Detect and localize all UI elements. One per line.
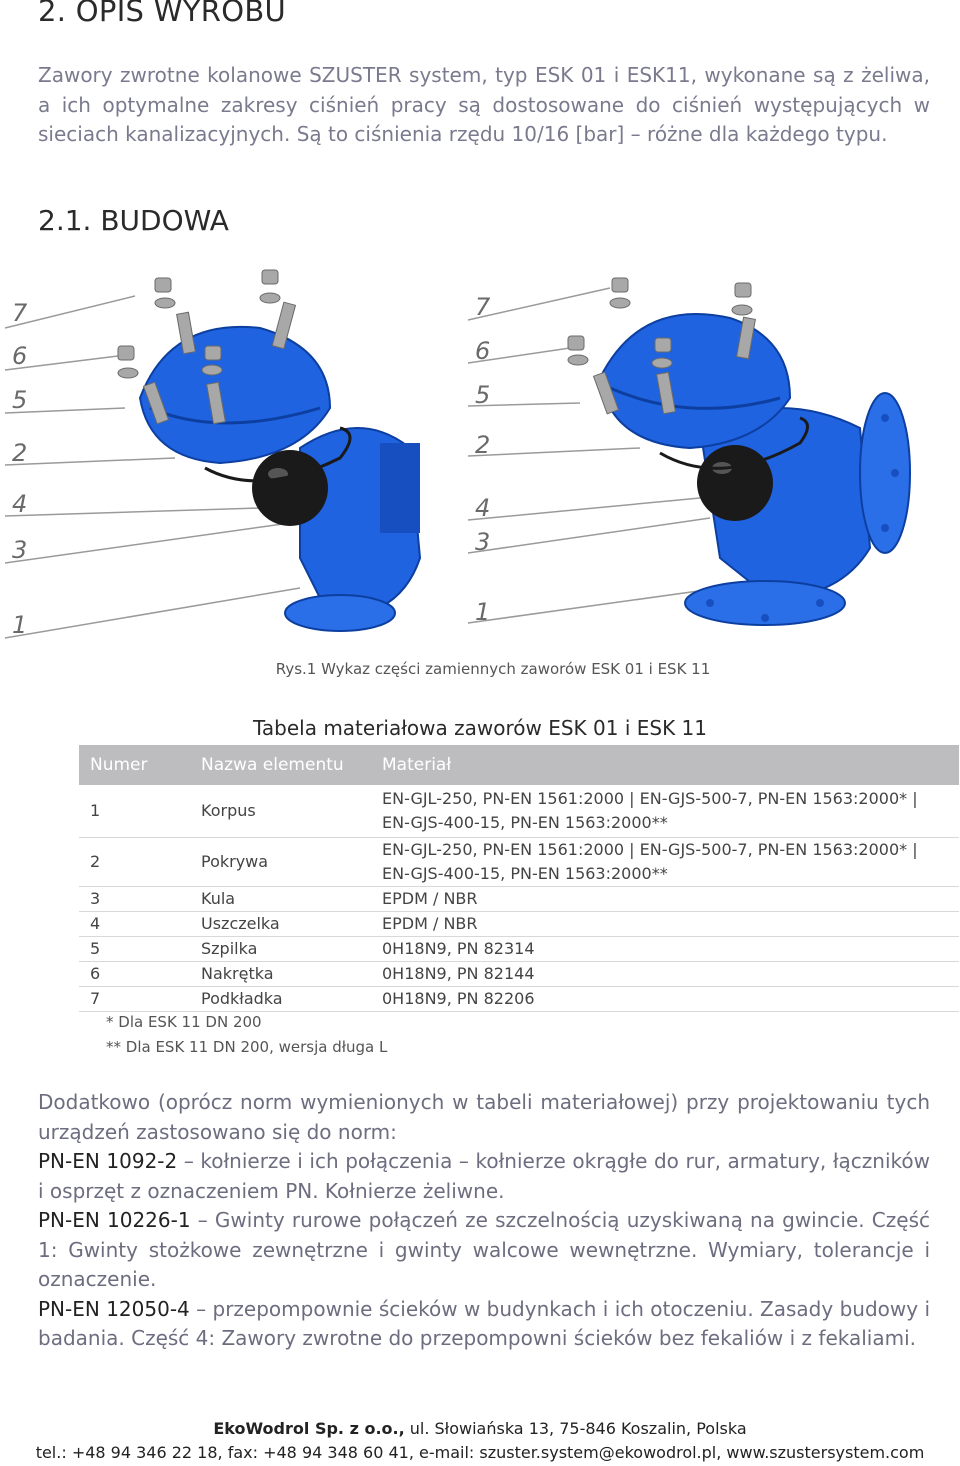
table-row (79, 987, 959, 1012)
row-material (371, 785, 959, 838)
left-label-1: 1 (12, 611, 28, 639)
right-label-2: 2 (475, 431, 491, 459)
table-notes (106, 1010, 387, 1060)
row-name: Nakrętka (190, 962, 371, 987)
row-number: 2 (79, 838, 190, 887)
standard-code: PN-EN 10226-1 (38, 1208, 191, 1232)
table-row (79, 785, 959, 838)
row-name: Podkładka (190, 987, 371, 1012)
intro-paragraph: Zawory zwrotne kolanowe SZUSTER system, typ ESK 01 i ESK11, wykonane są z żeliwa, a ich optymalne zakresy ciśnień pracy są dostosowane do ciśnień występujących w sieciach kanalizacyjnych. Są to ciśnienia rzędu 10/16 [bar] – różne dla każdego typu. (38, 63, 930, 146)
left-label-7: 7 (12, 299, 28, 327)
row-number: 7 (79, 987, 190, 1012)
material-line: EN-GJS-400-15, PN-EN 1563:2000** (382, 864, 668, 883)
row-name: Kula (190, 887, 371, 912)
right-label-7: 7 (475, 293, 491, 321)
right-label-1: 1 (475, 598, 491, 626)
valve-right-diagram (468, 278, 910, 626)
row-number: 3 (79, 887, 190, 912)
left-label-5: 5 (12, 386, 28, 414)
table-row (79, 962, 959, 987)
left-label-6: 6 (12, 342, 28, 370)
right-label-6: 6 (475, 337, 491, 365)
table-note: ** Dla ESK 11 DN 200, wersja długa L (106, 1038, 388, 1056)
left-label-2: 2 (12, 439, 28, 467)
materials-table (79, 745, 959, 1012)
header-element-name: Nazwa elementu (190, 745, 371, 785)
right-label-4: 4 (475, 494, 491, 522)
subsection-heading: 2.1. BUDOWA (38, 204, 229, 237)
standard-item (38, 1206, 930, 1295)
left-label-4: 4 (12, 490, 28, 518)
right-label-5: 5 (475, 381, 491, 409)
standard-description: – przepompownie ścieków w budynkach i ich otoczeniu. Zasady budowy i badania. Część 4: Zawory zwrotne do przepompowni ścieków bez fekaliów i z fekaliami. (38, 1296, 931, 1350)
table-row (79, 937, 959, 962)
row-number: 5 (79, 937, 190, 962)
row-name: Korpus (190, 785, 371, 838)
left-label-3: 3 (12, 536, 28, 564)
row-material (371, 838, 959, 887)
material-line: EN-GJS-400-15, PN-EN 1563:2000** (382, 813, 668, 832)
row-material: EPDM / NBR (371, 912, 959, 937)
header-number: Numer (79, 745, 190, 785)
standard-item (38, 1295, 930, 1354)
row-name: Uszczelka (190, 912, 371, 937)
table-row (79, 912, 959, 937)
exploded-valve-figure (0, 258, 960, 658)
standards-section (38, 1088, 930, 1354)
row-material: 0H18N9, PN 82144 (371, 962, 959, 987)
right-label-3: 3 (475, 528, 491, 556)
row-material: 0H18N9, PN 82206 (371, 987, 959, 1012)
footer-street: ul. Słowiańska 13, 75-846 Koszalin, Polska (404, 1419, 747, 1438)
table-title: Tabela materiałowa zaworów ESK 01 i ESK 11 (252, 716, 707, 740)
header-material: Materiał (371, 745, 959, 785)
row-material: EPDM / NBR (371, 887, 959, 912)
standard-description: – kołnierze i ich połączenia – kołnierze okrągłe do rur, armatury, łączników i osprzęt z oznaczeniem PN. Kołnierze żeliwne. (38, 1149, 930, 1203)
footer-company: EkoWodrol Sp. z o.o., (213, 1419, 405, 1438)
row-name: Szpilka (190, 937, 371, 962)
material-line: EN-GJL-250, PN-EN 1561:2000 | EN-GJS-500-7, PN-EN 1563:2000* | (382, 840, 918, 859)
row-number: 4 (79, 912, 190, 937)
standard-description: – Gwinty rurowe połączeń ze szczelnością uzyskiwaną na gwincie. Część 1: Gwinty stożkowe zewnętrzne i gwinty walcowe wewnętrzne. Wymiary, tolerancje i oznaczenie. (38, 1208, 930, 1291)
table-row (79, 838, 959, 887)
standard-code: PN-EN 12050-4 (38, 1296, 190, 1321)
section-heading: 2. OPIS WYROBU (38, 0, 287, 28)
valve-left-diagram (5, 270, 420, 639)
row-name: Pokrywa (190, 838, 371, 887)
material-line: EN-GJL-250, PN-EN 1561:2000 | EN-GJS-500-7, PN-EN 1563:2000* | (382, 789, 918, 808)
row-number: 1 (79, 785, 190, 838)
row-material: 0H18N9, PN 82314 (371, 937, 959, 962)
figure-caption: Rys.1 Wykaz części zamiennych zaworów ESK 01 i ESK 11 (275, 660, 711, 678)
footer-contact: tel.: +48 94 346 22 18, fax: +48 94 348 60 41, e-mail: szuster.system@ekowodrol.pl, www.szustersystem.com (35, 1443, 925, 1462)
standards-intro: Dodatkowo (oprócz norm wymienionych w tabeli materiałowej) przy projektowaniu tych urządzeń zastosowano się do norm: (38, 1090, 930, 1144)
table-row (79, 887, 959, 912)
table-header-row (79, 745, 959, 785)
standard-code: PN-EN 1092-2 (38, 1149, 178, 1173)
table-note: * Dla ESK 11 DN 200 (106, 1013, 262, 1031)
row-number: 6 (79, 962, 190, 987)
standard-item (38, 1147, 930, 1206)
footer-address (0, 1419, 960, 1438)
